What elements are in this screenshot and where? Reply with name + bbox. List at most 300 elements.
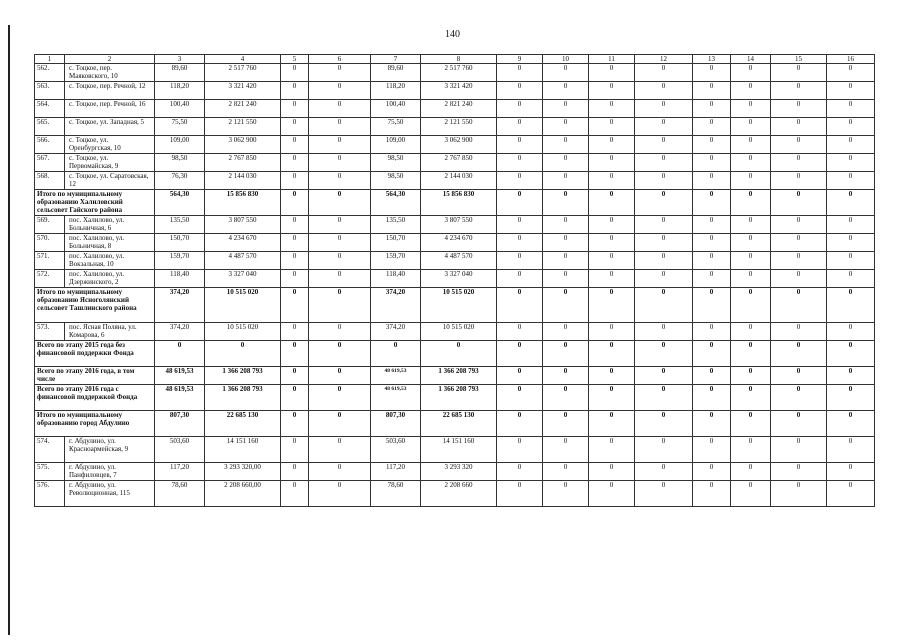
value-cell: 0 (281, 411, 309, 437)
value-cell: 0 (589, 367, 635, 385)
value-cell: 4 234 670 (421, 234, 497, 252)
table-row (35, 172, 875, 190)
value-cell: 0 (543, 82, 589, 100)
value-cell: 0 (693, 100, 731, 118)
value-cell: 0 (543, 100, 589, 118)
row-number: 569. (35, 216, 65, 234)
column-number-cell: 9 (497, 55, 543, 64)
value-cell: 0 (543, 172, 589, 190)
row-number: 574. (35, 437, 65, 463)
value-cell: 0 (543, 252, 589, 270)
value-cell: 0 (281, 190, 309, 216)
value-cell: 0 (309, 481, 371, 507)
value-cell: 0 (693, 481, 731, 507)
value-cell: 0 (309, 216, 371, 234)
table-row (35, 100, 875, 118)
value-cell: 0 (827, 190, 875, 216)
value-cell: 0 (771, 154, 827, 172)
value-cell: 374,20 (155, 288, 205, 323)
value-cell: 0 (543, 288, 589, 323)
value-cell: 0 (771, 100, 827, 118)
value-cell: 0 (543, 118, 589, 136)
row-number: 572. (35, 270, 65, 288)
total-label: Всего по этапу 2016 года, в том числе (35, 367, 155, 385)
value-cell: 89,60 (155, 64, 205, 82)
value-cell: 0 (771, 252, 827, 270)
value-cell: 0 (309, 154, 371, 172)
value-cell: 0 (693, 437, 731, 463)
value-cell: 0 (589, 64, 635, 82)
value-cell: 0 (827, 341, 875, 367)
value-cell: 0 (543, 463, 589, 481)
value-cell: 100,40 (155, 100, 205, 118)
value-cell: 0 (827, 172, 875, 190)
value-cell: 0 (281, 252, 309, 270)
address-cell: с. Тоцкое, пер. Речной, 16 (65, 100, 155, 118)
value-cell: 0 (543, 234, 589, 252)
value-cell: 3 062 900 (205, 136, 281, 154)
value-cell: 0 (589, 172, 635, 190)
value-cell: 0 (827, 100, 875, 118)
value-cell: 0 (731, 411, 771, 437)
page-number: 140 (445, 29, 460, 40)
value-cell: 0 (589, 252, 635, 270)
value-cell: 78,60 (155, 481, 205, 507)
value-cell: 0 (693, 411, 731, 437)
value-cell: 15 856 830 (205, 190, 281, 216)
value-cell: 0 (589, 288, 635, 323)
value-cell: 0 (635, 385, 693, 411)
value-cell: 0 (731, 437, 771, 463)
value-cell: 0 (731, 172, 771, 190)
value-cell: 0 (693, 270, 731, 288)
value-cell: 0 (281, 385, 309, 411)
value-cell: 0 (589, 190, 635, 216)
value-cell: 0 (827, 367, 875, 385)
value-cell: 0 (693, 367, 731, 385)
value-cell: 0 (589, 154, 635, 172)
value-cell: 0 (635, 463, 693, 481)
value-cell: 0 (497, 118, 543, 136)
address-cell: пос. Ясная Поляна, ул. Комарова, 6 (65, 323, 155, 341)
value-cell: 3 321 420 (205, 82, 281, 100)
value-cell: 0 (309, 82, 371, 100)
value-cell: 2 517 760 (421, 64, 497, 82)
value-cell: 0 (155, 341, 205, 367)
value-cell: 0 (635, 234, 693, 252)
value-cell: 159,70 (155, 252, 205, 270)
value-cell: 0 (635, 288, 693, 323)
value-cell: 0 (635, 216, 693, 234)
value-cell: 0 (731, 82, 771, 100)
value-cell: 0 (281, 154, 309, 172)
value-cell: 0 (635, 82, 693, 100)
value-cell: 0 (693, 252, 731, 270)
value-cell: 0 (827, 463, 875, 481)
value-cell: 1 366 208 793 (421, 385, 497, 411)
value-cell: 0 (771, 411, 827, 437)
value-cell: 0 (827, 216, 875, 234)
value-cell: 0 (731, 154, 771, 172)
row-number: 568. (35, 172, 65, 190)
value-cell: 2 208 660,00 (205, 481, 281, 507)
value-cell: 48 619,53 (371, 367, 421, 385)
value-cell: 0 (281, 481, 309, 507)
row-number: 573. (35, 323, 65, 341)
value-cell: 0 (693, 341, 731, 367)
row-number: 576. (35, 481, 65, 507)
value-cell: 0 (731, 136, 771, 154)
value-cell: 0 (589, 118, 635, 136)
value-cell: 0 (693, 463, 731, 481)
address-cell: пос. Халилово, ул. Вокзальная, 10 (65, 252, 155, 270)
value-cell: 150,70 (155, 234, 205, 252)
value-cell: 3 327 040 (421, 270, 497, 288)
address-cell: г. Абдулино, ул. Революционная, 115 (65, 481, 155, 507)
value-cell: 0 (309, 270, 371, 288)
value-cell: 0 (589, 82, 635, 100)
value-cell: 807,30 (371, 411, 421, 437)
value-cell: 2 121 550 (205, 118, 281, 136)
value-cell: 0 (309, 463, 371, 481)
value-cell: 109,00 (371, 136, 421, 154)
value-cell: 0 (543, 341, 589, 367)
value-cell: 4 487 570 (205, 252, 281, 270)
value-cell: 118,40 (155, 270, 205, 288)
value-cell: 48 619,53 (371, 385, 421, 411)
value-cell: 0 (281, 270, 309, 288)
value-cell: 0 (309, 437, 371, 463)
value-cell: 0 (635, 136, 693, 154)
total-label: Итого по муниципальному образованию город Абдулино (35, 411, 155, 437)
value-cell: 0 (543, 190, 589, 216)
value-cell: 14 151 160 (421, 437, 497, 463)
value-cell: 0 (771, 385, 827, 411)
value-cell: 0 (281, 341, 309, 367)
value-cell: 3 293 320 (421, 463, 497, 481)
value-cell: 0 (693, 288, 731, 323)
value-cell: 0 (309, 252, 371, 270)
value-cell: 0 (497, 136, 543, 154)
table-row (35, 270, 875, 288)
value-cell: 0 (693, 64, 731, 82)
table-row (35, 463, 875, 481)
value-cell: 0 (589, 481, 635, 507)
value-cell: 0 (309, 411, 371, 437)
value-cell: 0 (693, 154, 731, 172)
value-cell: 159,70 (371, 252, 421, 270)
value-cell: 0 (693, 82, 731, 100)
value-cell: 100,40 (371, 100, 421, 118)
value-cell: 0 (309, 288, 371, 323)
value-cell: 0 (497, 481, 543, 507)
value-cell: 0 (693, 385, 731, 411)
value-cell: 75,50 (155, 118, 205, 136)
value-cell: 3 327 040 (205, 270, 281, 288)
value-cell: 0 (309, 136, 371, 154)
value-cell: 0 (589, 323, 635, 341)
value-cell: 0 (771, 82, 827, 100)
value-cell: 0 (693, 323, 731, 341)
row-number: 575. (35, 463, 65, 481)
row-number: 564. (35, 100, 65, 118)
value-cell: 78,60 (371, 481, 421, 507)
value-cell: 0 (635, 411, 693, 437)
value-cell: 135,50 (155, 216, 205, 234)
value-cell: 0 (771, 437, 827, 463)
total-row (35, 411, 875, 437)
value-cell: 0 (543, 64, 589, 82)
value-cell: 374,20 (155, 323, 205, 341)
value-cell: 0 (543, 385, 589, 411)
value-cell: 118,20 (371, 82, 421, 100)
value-cell: 0 (589, 234, 635, 252)
value-cell: 2 821 240 (205, 100, 281, 118)
value-cell: 0 (771, 463, 827, 481)
column-number-cell: 7 (371, 55, 421, 64)
value-cell: 15 856 830 (421, 190, 497, 216)
value-cell: 0 (635, 437, 693, 463)
address-cell: пос. Халилово, ул. Больничная, 8 (65, 234, 155, 252)
value-cell: 0 (731, 463, 771, 481)
total-row (35, 367, 875, 385)
table-row (35, 216, 875, 234)
value-cell: 0 (731, 270, 771, 288)
address-cell: пос. Халилово, ул. Дзержинского, 2 (65, 270, 155, 288)
value-cell: 807,30 (155, 411, 205, 437)
value-cell: 0 (771, 323, 827, 341)
value-cell: 0 (635, 118, 693, 136)
value-cell: 0 (731, 367, 771, 385)
value-cell: 0 (693, 172, 731, 190)
value-cell: 117,20 (155, 463, 205, 481)
value-cell: 1 366 208 793 (421, 367, 497, 385)
column-number-cell: 4 (205, 55, 281, 64)
value-cell: 0 (635, 270, 693, 288)
value-cell: 0 (497, 463, 543, 481)
row-number: 570. (35, 234, 65, 252)
column-number-cell: 14 (731, 55, 771, 64)
value-cell: 150,70 (371, 234, 421, 252)
value-cell: 0 (827, 270, 875, 288)
column-number-cell: 12 (635, 55, 693, 64)
column-number-cell: 3 (155, 55, 205, 64)
value-cell: 0 (309, 323, 371, 341)
address-cell: с. Тоцкое, ул. Саратовская, 12 (65, 172, 155, 190)
value-cell: 135,50 (371, 216, 421, 234)
value-cell: 0 (635, 154, 693, 172)
value-cell: 0 (497, 341, 543, 367)
address-cell: г. Абдулино, ул. Красноармейская, 9 (65, 437, 155, 463)
column-number-cell: 16 (827, 55, 875, 64)
row-number: 571. (35, 252, 65, 270)
value-cell: 10 515 020 (421, 323, 497, 341)
value-cell: 374,20 (371, 288, 421, 323)
value-cell: 0 (771, 136, 827, 154)
total-row (35, 190, 875, 216)
value-cell: 0 (497, 252, 543, 270)
table-row (35, 481, 875, 507)
value-cell: 0 (421, 341, 497, 367)
value-cell: 0 (281, 118, 309, 136)
value-cell: 0 (771, 190, 827, 216)
value-cell: 2 208 660 (421, 481, 497, 507)
value-cell: 22 685 130 (205, 411, 281, 437)
value-cell: 0 (543, 323, 589, 341)
value-cell: 0 (635, 190, 693, 216)
value-cell: 0 (309, 118, 371, 136)
row-number: 567. (35, 154, 65, 172)
page-margin-line (8, 25, 10, 635)
value-cell: 0 (309, 234, 371, 252)
table-row (35, 136, 875, 154)
value-cell: 0 (589, 270, 635, 288)
value-cell: 0 (693, 136, 731, 154)
value-cell: 0 (281, 323, 309, 341)
value-cell: 2 517 760 (205, 64, 281, 82)
value-cell: 0 (827, 437, 875, 463)
value-cell: 0 (693, 234, 731, 252)
value-cell: 1 366 208 793 (205, 367, 281, 385)
value-cell: 118,40 (371, 270, 421, 288)
value-cell: 0 (693, 118, 731, 136)
value-cell: 0 (731, 234, 771, 252)
value-cell: 0 (309, 385, 371, 411)
value-cell: 0 (497, 64, 543, 82)
value-cell: 0 (771, 118, 827, 136)
column-number-cell: 1 (35, 55, 65, 64)
value-cell: 109,00 (155, 136, 205, 154)
value-cell: 0 (731, 118, 771, 136)
value-cell: 0 (827, 411, 875, 437)
column-number-cell: 2 (65, 55, 155, 64)
value-cell: 0 (589, 437, 635, 463)
value-cell: 10 515 020 (205, 323, 281, 341)
value-cell: 0 (827, 385, 875, 411)
value-cell: 0 (497, 216, 543, 234)
value-cell: 0 (827, 64, 875, 82)
value-cell: 0 (281, 463, 309, 481)
value-cell: 0 (309, 100, 371, 118)
value-cell: 0 (731, 100, 771, 118)
column-number-cell: 5 (281, 55, 309, 64)
value-cell: 0 (771, 341, 827, 367)
value-cell: 0 (497, 367, 543, 385)
value-cell: 0 (827, 252, 875, 270)
value-cell: 0 (497, 437, 543, 463)
total-row (35, 385, 875, 411)
value-cell: 48 619,53 (155, 385, 205, 411)
value-cell: 0 (497, 234, 543, 252)
value-cell: 0 (589, 100, 635, 118)
value-cell: 0 (827, 288, 875, 323)
column-number-cell: 11 (589, 55, 635, 64)
value-cell: 0 (497, 411, 543, 437)
value-cell: 2 144 030 (421, 172, 497, 190)
value-cell: 0 (497, 172, 543, 190)
value-cell: 0 (281, 82, 309, 100)
value-cell: 0 (281, 64, 309, 82)
column-number-cell: 8 (421, 55, 497, 64)
value-cell: 0 (497, 190, 543, 216)
value-cell: 117,20 (371, 463, 421, 481)
column-number-cell: 10 (543, 55, 589, 64)
value-cell: 0 (827, 118, 875, 136)
row-number: 563. (35, 82, 65, 100)
value-cell: 118,20 (155, 82, 205, 100)
value-cell: 0 (693, 216, 731, 234)
value-cell: 0 (589, 385, 635, 411)
value-cell: 0 (635, 341, 693, 367)
address-cell: с. Тоцкое, пер. Речной, 12 (65, 82, 155, 100)
value-cell: 0 (731, 385, 771, 411)
value-cell: 0 (589, 463, 635, 481)
value-cell: 0 (543, 437, 589, 463)
value-cell: 0 (731, 341, 771, 367)
value-cell: 0 (543, 154, 589, 172)
value-cell: 0 (281, 234, 309, 252)
table-row (35, 437, 875, 463)
row-number: 566. (35, 136, 65, 154)
address-cell: с. Тоцкое, ул. Первомайская, 9 (65, 154, 155, 172)
value-cell: 10 515 020 (421, 288, 497, 323)
row-number: 562. (35, 64, 65, 82)
value-cell: 0 (543, 411, 589, 437)
value-cell: 0 (589, 411, 635, 437)
column-number-row (35, 55, 875, 64)
value-cell: 0 (281, 136, 309, 154)
value-cell: 0 (635, 367, 693, 385)
value-cell: 76,30 (155, 172, 205, 190)
table-row (35, 234, 875, 252)
address-cell: с. Тоцкое, ул. Западная, 5 (65, 118, 155, 136)
value-cell: 0 (827, 481, 875, 507)
value-cell: 0 (309, 341, 371, 367)
value-cell: 0 (543, 216, 589, 234)
table-row (35, 154, 875, 172)
value-cell: 22 685 130 (421, 411, 497, 437)
table-row (35, 252, 875, 270)
value-cell: 0 (771, 270, 827, 288)
value-cell: 0 (771, 288, 827, 323)
value-cell: 0 (497, 288, 543, 323)
value-cell: 0 (281, 288, 309, 323)
value-cell: 0 (497, 154, 543, 172)
value-cell: 75,50 (371, 118, 421, 136)
value-cell: 0 (827, 82, 875, 100)
value-cell: 4 487 570 (421, 252, 497, 270)
value-cell: 10 515 020 (205, 288, 281, 323)
total-label: Всего по этапу 2016 года с финансовой поддержкой Фонда (35, 385, 155, 411)
value-cell: 503,60 (155, 437, 205, 463)
value-cell: 0 (693, 190, 731, 216)
value-cell: 0 (635, 100, 693, 118)
value-cell: 0 (771, 216, 827, 234)
value-cell: 0 (635, 172, 693, 190)
value-cell: 0 (771, 481, 827, 507)
value-cell: 2 767 850 (205, 154, 281, 172)
value-cell: 0 (827, 154, 875, 172)
value-cell: 0 (731, 64, 771, 82)
value-cell: 0 (309, 190, 371, 216)
value-cell: 0 (827, 323, 875, 341)
value-cell: 0 (309, 64, 371, 82)
housing-program-table (34, 54, 875, 507)
value-cell: 0 (771, 367, 827, 385)
column-number-cell: 6 (309, 55, 371, 64)
value-cell: 0 (771, 172, 827, 190)
value-cell: 4 234 670 (205, 234, 281, 252)
